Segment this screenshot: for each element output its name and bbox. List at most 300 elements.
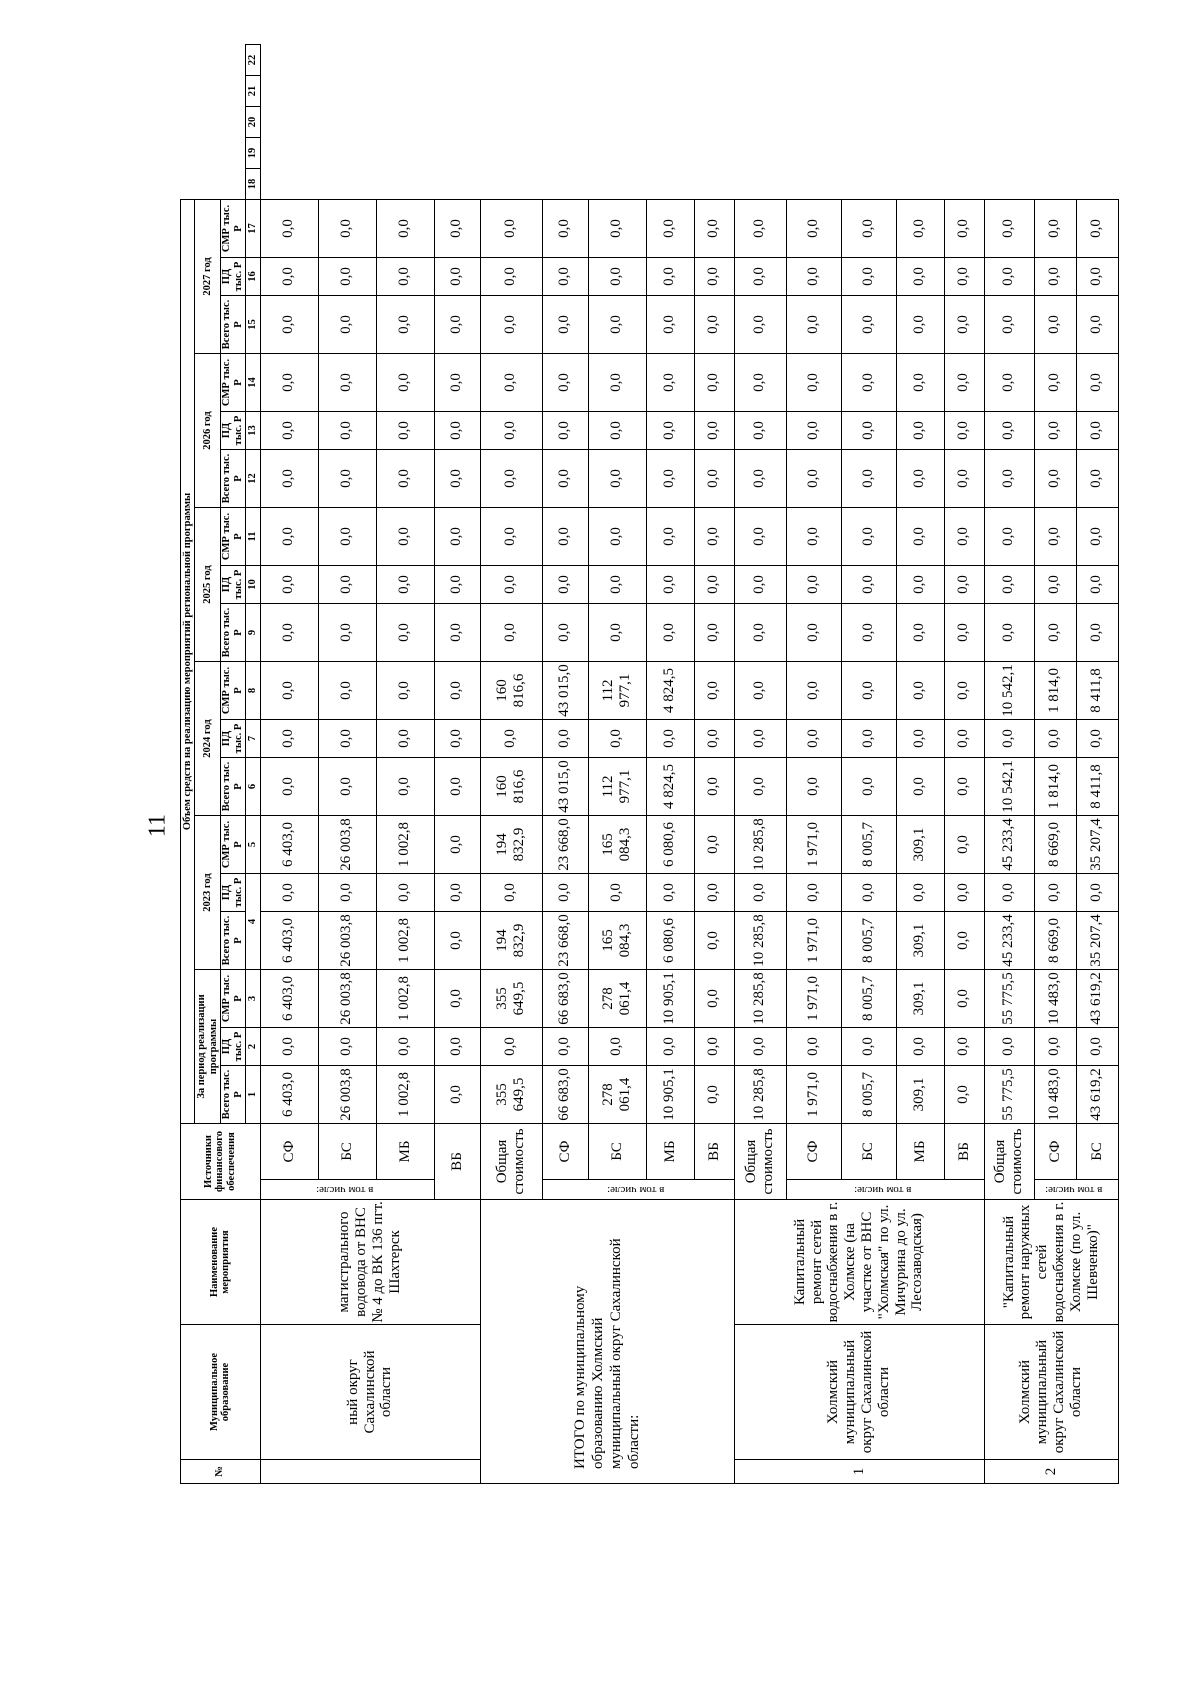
value-cell: 45 233,4 <box>984 816 1034 874</box>
value-cell: 6 080,6 <box>646 816 694 874</box>
value-cell: 355 649,5 <box>480 970 542 1028</box>
value-cell: 278 061,4 <box>588 970 646 1028</box>
hdr-year-2023: 2023 год <box>195 816 221 970</box>
value-cell: 165 084,3 <box>588 912 646 970</box>
hdr-sub-1-1: ПД тыс. Р <box>221 874 246 912</box>
value-cell: 0,0 <box>896 1028 944 1066</box>
col-number: 16 <box>245 258 260 296</box>
value-cell: 35 207,4 <box>1076 816 1118 874</box>
vtom-text: в том числе: <box>1044 1183 1103 1196</box>
col-number: 5 <box>245 816 260 874</box>
source-code: БС <box>841 1124 896 1180</box>
value-cell: 0,0 <box>984 508 1034 566</box>
source-code: СФ <box>260 1124 318 1180</box>
value-cell: 1 002,8 <box>376 816 434 874</box>
value-cell: 0,0 <box>434 912 480 970</box>
hdr-sub-4-0: Всего тыс. Р <box>221 450 246 508</box>
value-cell: 0,0 <box>786 720 841 758</box>
value-cell: 0,0 <box>318 258 376 296</box>
hdr-sub-1-2: СМР тыс. Р <box>221 816 246 874</box>
value-cell: 0,0 <box>1034 508 1076 566</box>
value-cell: 0,0 <box>434 758 480 816</box>
value-cell: 0,0 <box>896 199 944 257</box>
col-number: 9 <box>245 604 260 662</box>
value-cell: 0,0 <box>984 1028 1034 1066</box>
hdr-sub-5-0: Всего тыс. Р <box>221 296 246 354</box>
value-cell: 0,0 <box>896 874 944 912</box>
value-cell: 0,0 <box>646 874 694 912</box>
value-cell: 0,0 <box>694 604 734 662</box>
value-cell: 0,0 <box>1034 412 1076 450</box>
total-label: Общая стоимость <box>734 1124 786 1200</box>
value-cell: 0,0 <box>786 296 841 354</box>
value-cell: 0,0 <box>318 412 376 450</box>
col-number: 2 <box>245 1028 260 1066</box>
value-cell: 0,0 <box>694 354 734 412</box>
hdr-sub-5-2: СМР тыс. Р <box>221 199 246 257</box>
value-cell: 0,0 <box>734 720 786 758</box>
cell-name: магистрального водовода от ВНС № 4 до ВК 136 пгт. Шахтерск <box>260 1200 480 1325</box>
value-cell: 0,0 <box>588 508 646 566</box>
table-row <box>734 45 786 1484</box>
value-cell: 0,0 <box>841 1028 896 1066</box>
value-cell: 0,0 <box>260 354 318 412</box>
value-cell: 66 683,0 <box>542 1066 588 1124</box>
value-cell: 0,0 <box>896 758 944 816</box>
value-cell: 0,0 <box>646 296 694 354</box>
hdr-sub-2-1: ПД тыс. Р <box>221 720 246 758</box>
cell-mo: Холмский муниципальный округ Сахалинской области <box>734 1325 984 1460</box>
value-cell: 0,0 <box>694 970 734 1028</box>
value-cell: 0,0 <box>260 874 318 912</box>
value-cell: 10 483,0 <box>1034 1066 1076 1124</box>
value-cell: 0,0 <box>786 566 841 604</box>
value-cell: 0,0 <box>944 296 984 354</box>
source-code: СФ <box>542 1124 588 1180</box>
value-cell: 0,0 <box>1034 258 1076 296</box>
value-cell: 0,0 <box>260 758 318 816</box>
value-cell: 0,0 <box>434 258 480 296</box>
value-cell: 0,0 <box>434 354 480 412</box>
value-cell: 165 084,3 <box>588 816 646 874</box>
value-cell: 0,0 <box>984 258 1034 296</box>
value-cell: 0,0 <box>944 662 984 720</box>
source-code: БС <box>1076 1124 1118 1180</box>
value-cell: 0,0 <box>646 412 694 450</box>
value-cell: 0,0 <box>694 296 734 354</box>
value-cell: 0,0 <box>694 258 734 296</box>
value-cell: 1 814,0 <box>1034 758 1076 816</box>
value-cell: 0,0 <box>434 816 480 874</box>
value-cell: 0,0 <box>376 508 434 566</box>
value-cell: 309,1 <box>896 816 944 874</box>
value-cell: 0,0 <box>318 566 376 604</box>
value-cell: 8 005,7 <box>841 816 896 874</box>
value-cell: 0,0 <box>376 258 434 296</box>
value-cell: 0,0 <box>646 508 694 566</box>
value-cell: 10 542,1 <box>984 662 1034 720</box>
value-cell: 0,0 <box>542 412 588 450</box>
value-cell: 0,0 <box>1034 604 1076 662</box>
value-cell: 0,0 <box>542 354 588 412</box>
value-cell: 0,0 <box>944 508 984 566</box>
value-cell: 0,0 <box>376 354 434 412</box>
value-cell: 0,0 <box>480 508 542 566</box>
value-cell: 0,0 <box>694 1066 734 1124</box>
value-cell: 10 285,8 <box>734 912 786 970</box>
col-number: 11 <box>245 508 260 566</box>
value-cell: 0,0 <box>480 720 542 758</box>
value-cell: 0,0 <box>376 412 434 450</box>
value-cell: 0,0 <box>896 720 944 758</box>
value-cell: 0,0 <box>588 720 646 758</box>
value-cell: 309,1 <box>896 912 944 970</box>
value-cell: 0,0 <box>434 450 480 508</box>
value-cell: 0,0 <box>480 1028 542 1066</box>
value-cell: 0,0 <box>318 199 376 257</box>
value-cell: 0,0 <box>944 912 984 970</box>
value-cell: 0,0 <box>480 199 542 257</box>
value-cell: 160 816,6 <box>480 758 542 816</box>
value-cell: 0,0 <box>786 258 841 296</box>
value-cell: 0,0 <box>542 874 588 912</box>
total-label: Общая стоимость <box>480 1124 542 1200</box>
value-cell: 0,0 <box>1034 450 1076 508</box>
value-cell: 0,0 <box>734 412 786 450</box>
value-cell: 0,0 <box>646 450 694 508</box>
value-cell: 0,0 <box>434 604 480 662</box>
value-cell: 0,0 <box>1034 354 1076 412</box>
value-cell: 0,0 <box>841 258 896 296</box>
value-cell: 0,0 <box>944 1066 984 1124</box>
value-cell: 0,0 <box>588 604 646 662</box>
value-cell: 0,0 <box>318 720 376 758</box>
col-number: 18 <box>245 168 260 199</box>
col-number: 4 <box>245 874 260 970</box>
hdr-sub-0-2: СМР тыс. Р <box>221 970 246 1028</box>
value-cell: 355 649,5 <box>480 1066 542 1124</box>
hdr-sub-2-0: Всего тыс. Р <box>221 758 246 816</box>
hdr-year-2027: 2027 год <box>195 199 221 353</box>
value-cell: 8 669,0 <box>1034 816 1076 874</box>
value-cell: 6 080,6 <box>646 912 694 970</box>
value-cell: 10 542,1 <box>984 758 1034 816</box>
value-cell: 8 005,7 <box>841 912 896 970</box>
value-cell: 0,0 <box>694 199 734 257</box>
value-cell: 0,0 <box>318 354 376 412</box>
source-code: ВБ <box>434 1124 480 1200</box>
value-cell: 0,0 <box>318 1028 376 1066</box>
col-number: 21 <box>245 76 260 107</box>
value-cell: 26 003,8 <box>318 970 376 1028</box>
value-cell: 55 775,5 <box>984 1066 1034 1124</box>
value-cell: 0,0 <box>1076 720 1118 758</box>
value-cell: 0,0 <box>944 258 984 296</box>
source-code: МБ <box>646 1124 694 1180</box>
value-cell: 0,0 <box>734 450 786 508</box>
hdr-volume: Объем средств на реализацию мероприятий региональной программы <box>181 199 195 1123</box>
vtom-label <box>786 1180 984 1200</box>
hdr-name: Наименование мероприятия <box>181 1200 261 1325</box>
value-cell: 0,0 <box>896 566 944 604</box>
table-row <box>260 45 318 1484</box>
col-number: 12 <box>245 450 260 508</box>
value-cell: 8 669,0 <box>1034 912 1076 970</box>
value-cell: 0,0 <box>434 662 480 720</box>
value-cell: 0,0 <box>1076 412 1118 450</box>
value-cell: 1 002,8 <box>376 912 434 970</box>
value-cell: 194 832,9 <box>480 816 542 874</box>
value-cell: 0,0 <box>944 874 984 912</box>
value-cell: 0,0 <box>841 758 896 816</box>
value-cell: 10 905,1 <box>646 1066 694 1124</box>
value-cell: 0,0 <box>480 258 542 296</box>
value-cell: 0,0 <box>318 508 376 566</box>
value-cell: 1 971,0 <box>786 912 841 970</box>
value-cell: 0,0 <box>1076 296 1118 354</box>
value-cell: 0,0 <box>734 354 786 412</box>
source-code: СФ <box>786 1124 841 1180</box>
value-cell: 0,0 <box>984 720 1034 758</box>
value-cell: 1 002,8 <box>376 970 434 1028</box>
value-cell: 0,0 <box>734 258 786 296</box>
value-cell: 0,0 <box>434 199 480 257</box>
value-cell: 8 411,8 <box>1076 662 1118 720</box>
value-cell: 0,0 <box>1034 199 1076 257</box>
value-cell: 194 832,9 <box>480 912 542 970</box>
col-number: 7 <box>245 720 260 758</box>
value-cell: 0,0 <box>841 874 896 912</box>
col-number: 17 <box>245 199 260 257</box>
value-cell: 0,0 <box>318 604 376 662</box>
col-number: 13 <box>245 412 260 450</box>
value-cell: 0,0 <box>260 566 318 604</box>
value-cell: 0,0 <box>480 354 542 412</box>
value-cell: 0,0 <box>944 604 984 662</box>
value-cell: 0,0 <box>984 450 1034 508</box>
total-label: Общая стоимость <box>984 1124 1034 1200</box>
value-cell: 0,0 <box>984 354 1034 412</box>
value-cell: 0,0 <box>376 604 434 662</box>
hdr-source: Источники финансового обеспечения <box>181 1124 261 1200</box>
source-code: ВБ <box>944 1124 984 1180</box>
value-cell: 0,0 <box>944 412 984 450</box>
value-cell: 0,0 <box>734 874 786 912</box>
value-cell: 0,0 <box>646 199 694 257</box>
source-code: БС <box>588 1124 646 1180</box>
value-cell: 0,0 <box>841 199 896 257</box>
value-cell: 0,0 <box>434 566 480 604</box>
value-cell: 43 015,0 <box>542 662 588 720</box>
value-cell: 0,0 <box>318 874 376 912</box>
cell-name: Капитальный ремонт сетей водоснабжения в г. Холмске (на участке от ВНС "Холмская" по ул. Мичурина до ул. Лесозаводская) <box>734 1200 984 1325</box>
col-number: 15 <box>245 296 260 354</box>
value-cell: 0,0 <box>786 758 841 816</box>
value-cell: 43 619,2 <box>1076 970 1118 1028</box>
value-cell: 1 814,0 <box>1034 662 1076 720</box>
value-cell: 309,1 <box>896 1066 944 1124</box>
value-cell: 0,0 <box>896 662 944 720</box>
value-cell: 43 619,2 <box>1076 1066 1118 1124</box>
value-cell: 0,0 <box>588 566 646 604</box>
value-cell: 8 411,8 <box>1076 758 1118 816</box>
value-cell: 0,0 <box>734 1028 786 1066</box>
hdr-num: № <box>181 1460 261 1484</box>
table-row <box>984 45 1034 1484</box>
value-cell: 0,0 <box>944 566 984 604</box>
value-cell: 0,0 <box>588 874 646 912</box>
value-cell: 0,0 <box>944 1028 984 1066</box>
value-cell: 1 971,0 <box>786 816 841 874</box>
value-cell: 0,0 <box>260 720 318 758</box>
value-cell: 0,0 <box>542 566 588 604</box>
value-cell: 0,0 <box>480 450 542 508</box>
value-cell: 0,0 <box>786 412 841 450</box>
value-cell: 0,0 <box>318 296 376 354</box>
value-cell: 0,0 <box>786 450 841 508</box>
value-cell: 0,0 <box>542 1028 588 1066</box>
value-cell: 0,0 <box>786 199 841 257</box>
value-cell: 0,0 <box>1034 1028 1076 1066</box>
value-cell: 0,0 <box>841 296 896 354</box>
value-cell: 0,0 <box>984 566 1034 604</box>
value-cell: 0,0 <box>260 508 318 566</box>
value-cell: 0,0 <box>1076 1028 1118 1066</box>
value-cell: 0,0 <box>434 1028 480 1066</box>
itogo-label: ИТОГО по муниципальному образованию Холмский муниципальный округ Сахалинской области: <box>480 1200 734 1484</box>
hdr-sub-4-1: ПД тыс. Р <box>221 412 246 450</box>
value-cell: 0,0 <box>542 508 588 566</box>
value-cell: 0,0 <box>376 1028 434 1066</box>
value-cell: 0,0 <box>434 720 480 758</box>
value-cell: 1 002,8 <box>376 1066 434 1124</box>
hdr-sub-5-1: ПД тыс. Р <box>221 258 246 296</box>
value-cell: 0,0 <box>841 662 896 720</box>
value-cell: 0,0 <box>786 1028 841 1066</box>
value-cell: 0,0 <box>376 296 434 354</box>
value-cell: 55 775,5 <box>984 970 1034 1028</box>
vtom-label <box>260 1180 434 1200</box>
hdr-period: За период реализации программы <box>195 970 221 1124</box>
hdr-sub-3-1: ПД тыс. Р <box>221 566 246 604</box>
cell-mo: ный округ Сахалинской области <box>260 1325 480 1460</box>
value-cell: 0,0 <box>944 199 984 257</box>
value-cell: 0,0 <box>542 450 588 508</box>
value-cell: 0,0 <box>260 662 318 720</box>
col-number: 14 <box>245 354 260 412</box>
col-number: 20 <box>245 106 260 137</box>
value-cell: 0,0 <box>434 1066 480 1124</box>
value-cell: 0,0 <box>694 450 734 508</box>
value-cell: 43 015,0 <box>542 758 588 816</box>
value-cell: 0,0 <box>434 874 480 912</box>
value-cell: 0,0 <box>841 412 896 450</box>
table-row <box>480 45 542 1484</box>
hdr-sub-3-0: Всего тыс. Р <box>221 604 246 662</box>
value-cell: 0,0 <box>376 758 434 816</box>
hdr-mo: Муниципальное образование <box>181 1325 261 1460</box>
hdr-year-2024: 2024 год <box>195 662 221 816</box>
col-number: 19 <box>245 137 260 168</box>
value-cell: 0,0 <box>318 758 376 816</box>
value-cell: 0,0 <box>896 354 944 412</box>
value-cell: 0,0 <box>841 508 896 566</box>
value-cell: 0,0 <box>1034 566 1076 604</box>
value-cell: 0,0 <box>376 874 434 912</box>
value-cell: 6 403,0 <box>260 970 318 1028</box>
value-cell: 0,0 <box>588 354 646 412</box>
value-cell: 0,0 <box>984 199 1034 257</box>
value-cell: 0,0 <box>786 604 841 662</box>
value-cell: 0,0 <box>260 1028 318 1066</box>
col-number: 8 <box>245 662 260 720</box>
value-cell: 45 233,4 <box>984 912 1034 970</box>
value-cell: 6 403,0 <box>260 912 318 970</box>
value-cell: 0,0 <box>734 508 786 566</box>
value-cell: 0,0 <box>841 720 896 758</box>
value-cell: 0,0 <box>1076 199 1118 257</box>
value-cell: 0,0 <box>542 296 588 354</box>
col-number: 6 <box>245 758 260 816</box>
value-cell: 0,0 <box>734 604 786 662</box>
value-cell: 0,0 <box>944 720 984 758</box>
col-number: 22 <box>245 45 260 76</box>
vtom-label <box>542 1180 734 1200</box>
table-body <box>260 45 1118 1484</box>
value-cell: 0,0 <box>944 970 984 1028</box>
source-code: БС <box>318 1124 376 1180</box>
value-cell: 8 005,7 <box>841 1066 896 1124</box>
value-cell: 0,0 <box>944 758 984 816</box>
cell-num: 2 <box>984 1460 1118 1484</box>
value-cell: 0,0 <box>646 354 694 412</box>
program-table <box>180 44 1119 1484</box>
value-cell: 0,0 <box>260 604 318 662</box>
value-cell: 112 977,1 <box>588 662 646 720</box>
value-cell: 0,0 <box>984 412 1034 450</box>
vtom-text: в том числе: <box>606 1183 665 1196</box>
value-cell: 0,0 <box>984 296 1034 354</box>
value-cell: 0,0 <box>260 258 318 296</box>
value-cell: 0,0 <box>434 412 480 450</box>
value-cell: 6 403,0 <box>260 816 318 874</box>
value-cell: 0,0 <box>588 296 646 354</box>
value-cell: 0,0 <box>588 1028 646 1066</box>
value-cell: 4 824,5 <box>646 758 694 816</box>
value-cell: 0,0 <box>1076 450 1118 508</box>
value-cell: 0,0 <box>646 1028 694 1066</box>
value-cell: 0,0 <box>694 508 734 566</box>
value-cell: 0,0 <box>734 662 786 720</box>
value-cell: 0,0 <box>318 662 376 720</box>
value-cell: 0,0 <box>694 816 734 874</box>
value-cell: 1 971,0 <box>786 970 841 1028</box>
value-cell: 66 683,0 <box>542 970 588 1028</box>
hdr-sub-1-0: Всего тыс. Р <box>221 912 246 970</box>
hdr-year-2025: 2025 год <box>195 508 221 662</box>
value-cell: 0,0 <box>480 566 542 604</box>
value-cell: 0,0 <box>542 720 588 758</box>
value-cell: 10 285,8 <box>734 970 786 1028</box>
value-cell: 0,0 <box>694 412 734 450</box>
value-cell: 0,0 <box>260 199 318 257</box>
value-cell: 0,0 <box>734 566 786 604</box>
value-cell: 0,0 <box>1076 508 1118 566</box>
source-code: МБ <box>376 1124 434 1180</box>
value-cell: 160 816,6 <box>480 662 542 720</box>
value-cell: 0,0 <box>542 258 588 296</box>
value-cell: 26 003,8 <box>318 1066 376 1124</box>
